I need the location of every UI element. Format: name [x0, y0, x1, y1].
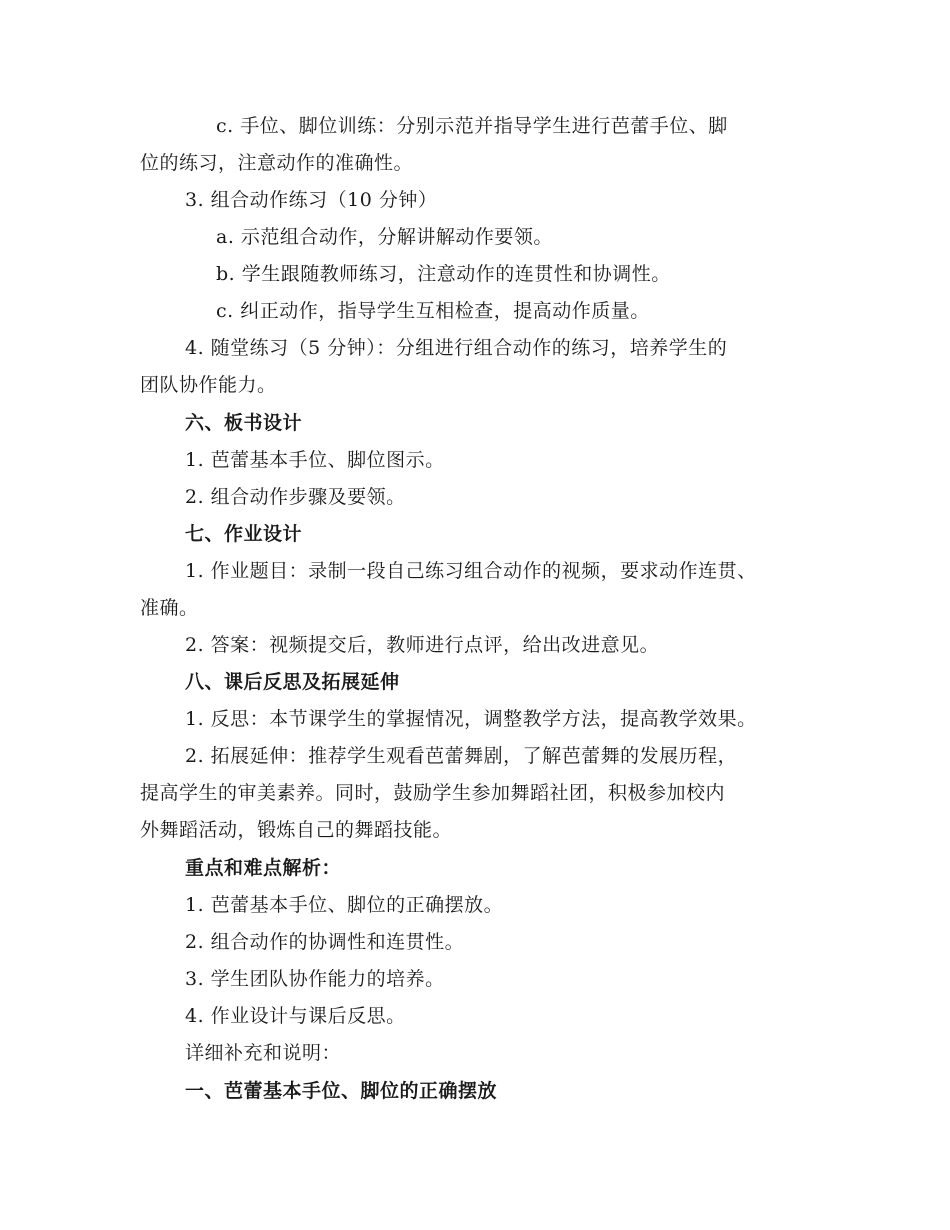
text-line: 3. 学生团队协作能力的培养。: [185, 968, 445, 990]
section-heading: 一、芭蕾基本手位、脚位的正确摆放: [185, 1080, 498, 1102]
text-line: c. 手位、脚位训练：分别示范并指导学生进行芭蕾手位、脚: [216, 115, 728, 137]
text-line: 提高学生的审美素养。同时，鼓励学生参加舞蹈社团，积极参加校内: [140, 782, 726, 804]
text-line: 1. 芭蕾基本手位、脚位的正确摆放。: [185, 894, 504, 916]
text-line: 1. 反思：本节课学生的掌握情况，调整教学方法，提高教学效果。: [185, 708, 757, 730]
text-line: 准确。: [140, 597, 199, 619]
text-line: 2. 组合动作的协调性和连贯性。: [185, 931, 465, 953]
text-line: c. 纠正动作，指导学生互相检查，提高动作质量。: [216, 300, 650, 322]
text-line: 4. 作业设计与课后反思。: [185, 1005, 406, 1027]
section-heading: 八、课后反思及拓展延伸: [185, 671, 400, 693]
text-line: 位的练习，注意动作的准确性。: [140, 152, 414, 174]
section-heading: 七、作业设计: [185, 523, 303, 545]
text-line: 2. 组合动作步骤及要领。: [185, 486, 406, 508]
text-line: 外舞蹈活动，锻炼自己的舞蹈技能。: [140, 819, 453, 841]
text-line: 详细补充和说明：: [185, 1042, 342, 1064]
text-line: 1. 芭蕾基本手位、脚位图示。: [185, 449, 445, 471]
text-line: 2. 答案：视频提交后，教师进行点评，给出改进意见。: [185, 634, 660, 656]
text-line: 2. 拓展延伸：推荐学生观看芭蕾舞剧，了解芭蕾舞的发展历程，: [185, 745, 738, 767]
text-line: 1. 作业题目：录制一段自己练习组合动作的视频，要求动作连贯、: [185, 560, 757, 582]
text-line: 3. 组合动作练习（10 分钟）: [185, 189, 438, 211]
text-line: b. 学生跟随教师练习，注意动作的连贯性和协调性。: [216, 263, 671, 285]
text-line: 4. 随堂练习（5 分钟）：分组进行组合动作的练习，培养学生的: [185, 337, 728, 359]
text-line: a. 示范组合动作，分解讲解动作要领。: [216, 226, 553, 248]
section-heading: 重点和难点解析：: [185, 857, 342, 879]
section-heading: 六、板书设计: [185, 412, 303, 434]
text-line: 团队协作能力。: [140, 374, 277, 396]
